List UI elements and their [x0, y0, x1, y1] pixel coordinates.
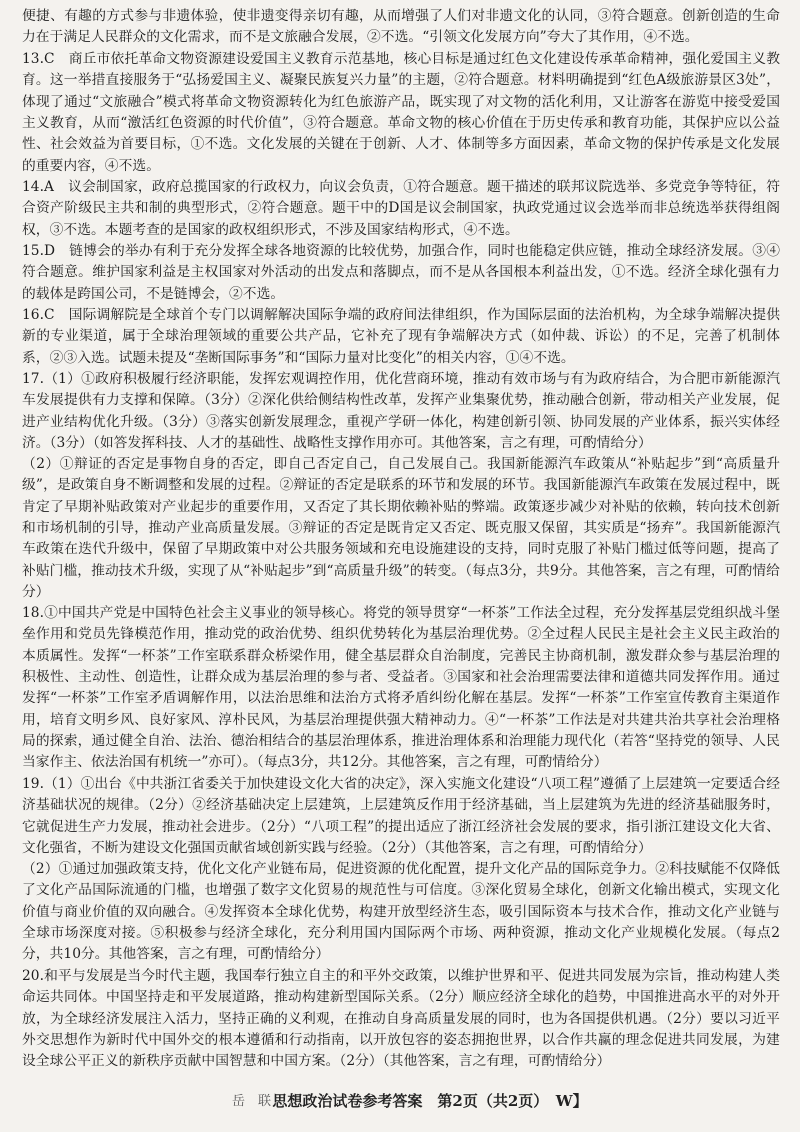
- answer-13: 13.C 商丘市依托革命文物资源建设爱国主义教育示范基地，核心目标是通过红色文化建设传承革命精神，强化爱国主义教育。这一举措直接服务于“弘扬爱国主义、凝聚民族复兴力量”的主题，②符合题意。材料明确提到“红色A级旅游景区3处”，体现了通过“文旅融合”模式将革命文物资源转化为红色旅游产品，既实现了对文物的活化利用，又让游客在游览中接受爱国主义教育，从而“激活红色资源的时代价值”，③符合题意。革命文物的核心价值在于历史传承和教育功能，其保护应以公益性、社会效益为首要目标，①不选。文化发展的关键在于创新、人才、体制等多方面因素，革命文物的保护传承是文化发展的重要内容，④不选。: [22, 51, 780, 174]
- footer-mark: 岳 联: [232, 1094, 272, 1109]
- answer-15: 15.D 链博会的举办有利于充分发挥全球各地资源的比较优势，加强合作，同时也能稳定供应链，推动全球经济发展。③④符合题意。维护国家利益是主权国家对外活动的出发点和落脚点，而不是从各国根本利益出发，①不选。经济全球化强有力的载体是跨国公司，不是链博会，②不选。: [22, 243, 780, 302]
- answer-18: 18.①中国共产党是中国特色社会主义事业的领导核心。将党的领导贯穿“一杯茶”工作法全过程，充分发挥基层党组织战斗堡垒作用和党员先锋模范作用，推动党的政治优势、组织优势转化为基层治理优势。②全过程人民民主是社会主义民主政治的本质属性。发挥“一杯茶”工作室联系群众桥梁作用，健全基层群众自治制度，完善民主协商机制，激发群众参与基层治理的积极性、主动性、创造性，让群众成为基层治理的参与者、受益者。③国家和社会治理需要法律和道德共同发挥作用。通过发挥“一杯茶”工作室矛盾调解作用，以法治思维和法治方式将矛盾纠纷化解在基层。发挥“一杯茶”工作室宣传教育主渠道作用，培育文明乡风、良好家风、淳朴民风，为基层治理提供强大精神动力。④“一杯茶”工作法是对共建共治共享社会治理格局的探索，通过健全自治、法治、德治相结合的基层治理体系，推进治理体系和治理能力现代化（若答“坚持党的领导、人民当家作主、依法治国有机统一”亦可）。（每点3分，共12分。其他答案，言之有理，可酌情给分）: [22, 605, 780, 771]
- answer-14: 14.A 议会制国家，政府总揽国家的行政权力，向议会负责，①符合题意。题干描述的联邦议院选举、多党竞争等特征，符合资产阶级民主共和制的典型形式，②符合题意。题干中的D国是议会制国家，执政党通过议会选举而非总统选举获得组阁权，③不选。本题考查的是国家的政权组织形式，不涉及国家结构形式，④不选。: [22, 179, 780, 238]
- answer-17-part-2: （2）①辩证的否定是事物自身的否定，即自己否定自己，自己发展自己。我国新能源汽车政策从“补贴起步”到“高质量升级”，是政策自身不断调整和发展的过程。②辩证的否定是联系的环节和发展的环节。我国新能源汽车政策在发展过程中，既肯定了早期补贴政策对产业起步的重要作用，又否定了其长期依赖补贴的弊端。政策逐步减少对补贴的依赖，转向技术创新和市场机制的引导，推动产业高质量发展。③辩证的否定是既肯定又否定、既克服又保留，其实质是“扬弃”。我国新能源汽车政策在迭代升级中，保留了早期政策中对公共服务领域和充电设施建设的支持，同时克服了补贴门槛过低等问题，提高了补贴门槛，推动技术升级，实现了从“补贴起步”到“高质量升级”的转变。（每点3分，共9分。其他答案，言之有理，可酌情给分）: [22, 456, 780, 601]
- footer-text: 思想政治试卷参考答案 第2页（共2页） W】: [272, 1092, 588, 1110]
- answer-17-part-1: 17.（1）①政府积极履行经济职能，发挥宏观调控作用，优化营商环境，推动有效市场与有为政府结合，为合肥市新能源汽车发展提供有力支撑和保障。（3分）②深化供给侧结构性改革，发挥产业集聚优势，推动融合创新，带动相关产业发展，促进产业结构优化升级。（3分）③落实创新发展理念，重视产学研一体化，构建创新引领、协同发展的产业体系，振兴实体经济。（3分）（如答发挥科技、人才的基础性、战略性支撑作用亦可。其他答案，言之有理，可酌情给分）: [22, 371, 780, 452]
- answer-19-part-2: （2）①通过加强政策支持，优化文化产业链布局，促进资源的优化配置，提升文化产品的国际竞争力。②科技赋能不仅降低了文化产品国际流通的门槛，也增强了数字文化贸易的规范性与可信度。③深化贸易全球化，创新文化输出模式，实现文化价值与商业价值的双向融合。④发挥资本全球化优势，构建开放型经济生态，吸引国际资本与技术合作，推动文化产业链与全球市场深度对接。⑤积极参与经济全球化，充分利用国内国际两个市场、两种资源，推动文化产业规模化发展。（每点2分，共10分。其他答案，言之有理，可酌情给分）: [22, 861, 780, 963]
- page-footer: [0, 1090, 800, 1111]
- answer-12-continued: 便捷、有趣的方式参与非遗体验，使非遗变得亲切有趣，从而增强了人们对非遗文化的认同，③符合题意。创新创造的生命力在于满足人民群众的文化需求，而不是文旅融合发展，②不选。“引领文化发展方向”夸大了其作用，④不选。: [22, 8, 780, 46]
- answer-19-part-1: 19.（1）①出台《中共浙江省委关于加快建设文化大省的决定》，深入实施文化建设“八项工程”遵循了上层建筑一定要适合经济基础状况的规律。（2分）②经济基础决定上层建筑，上层建筑反作用于经济基础，当上层建筑为先进的经济基础服务时，它就促进生产力发展，推动社会进步。（2分）“八项工程”的提出适应了浙江经济社会发展的要求，指引浙江建设文化大省、文化强省，不断为建设文化强国贡献省域创新实践与经验。（2分）（其他答案，言之有理，可酌情给分）: [22, 776, 780, 857]
- answer-20: 20.和平与发展是当今时代主题，我国奉行独立自主的和平外交政策，以维护世界和平、促进共同发展为宗旨，推动构建人类命运共同体。中国坚持走和平发展道路，推动构建新型国际关系。（2分）顺应经济全球化的趋势，中国推进高水平的对外开放，为全球经济发展注入活力，坚持正确的义利观，在推动自身高质量发展的同时，也为各国提供机遇。（2分）要以习近平外交思想作为新时代中国外交的根本遵循和行动指南，以开放包容的姿态拥抱世界，以合作共赢的理念促进共同发展，为建设全球公平正义的新秩序贡献中国智慧和中国方案。（2分）（其他答案，言之有理，可酌情给分）: [22, 968, 780, 1070]
- answer-16: 16.C 国际调解院是全球首个专门以调解解决国际争端的政府间法律组织，作为国际层面的法治机构，为全球争端解决提供新的专业渠道，属于全球治理领域的重要公共产品，它补充了现有争端解决方式（如仲裁、诉讼）的不足，完善了机制体系，②③入选。试题未提及“垄断国际事务”和“国际力量对比变化”的相关内容，①④不选。: [22, 307, 780, 366]
